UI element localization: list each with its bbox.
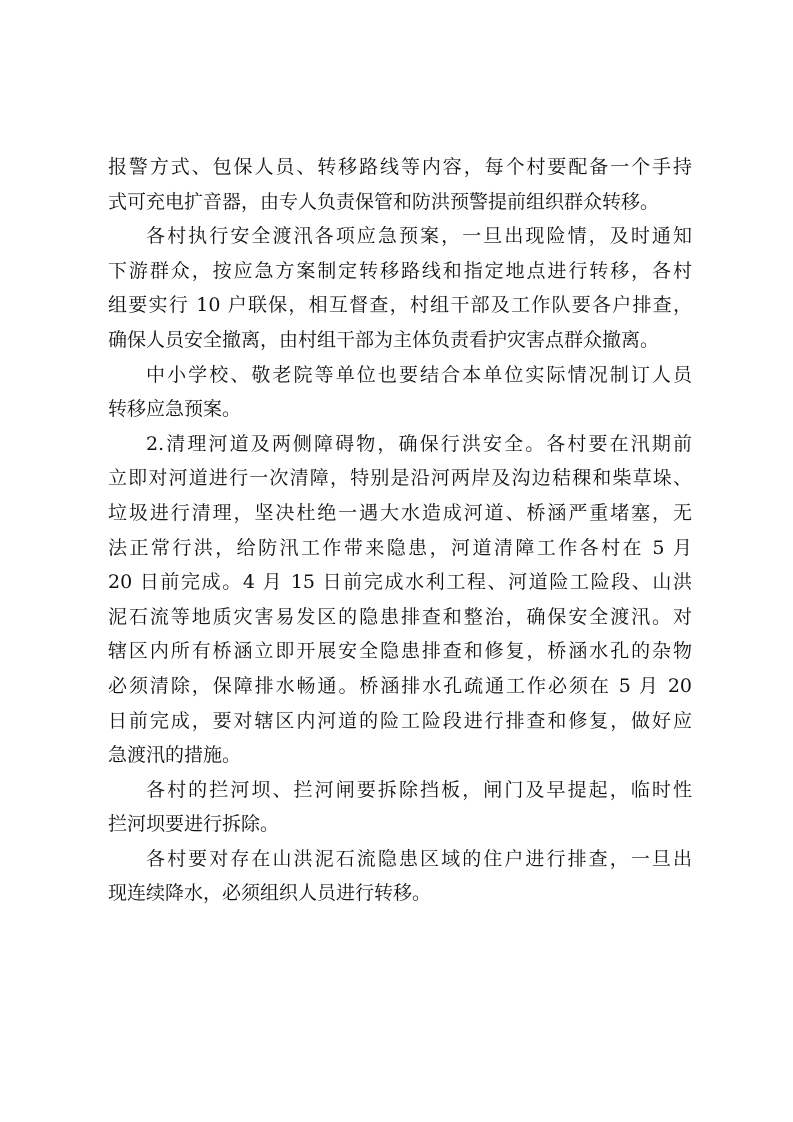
text-line: 组要实行 10 户联保，相互督查，村组干部及工作队要各户排查， [108, 294, 692, 317]
text-line: 现连续降水，必须组织人员进行转移。 [108, 882, 432, 905]
document-body [108, 150, 692, 911]
text-line: 日前完成，要对辖区内河道的险工险段进行排查和修复，做好应 [108, 709, 692, 732]
text-line: 法正常行洪，给防汛工作带来隐患，河道清障工作各村在 5 月 [108, 536, 692, 559]
text-line: 中小学校、敬老院等单位也要结合本单位实际情况制订人员 [146, 363, 692, 386]
paragraph-3 [108, 358, 692, 427]
paragraph-6 [108, 842, 692, 911]
text-line: 确保人员安全撤离，由村组干部为主体负责看护灾害点群众撤离。 [108, 328, 660, 351]
text-line: 20 日前完成。4 月 15 日前完成水利工程、河道险工险段、山洪 [108, 571, 692, 594]
text-line: 各村要对存在山洪泥石流隐患区域的住户进行排查，一旦出 [146, 847, 692, 870]
paragraph-5 [108, 773, 692, 842]
paragraph-2 [108, 219, 692, 357]
text-line: 转移应急预案。 [108, 398, 242, 421]
text-line: 泥石流等地质灾害易发区的隐患排查和整治，确保安全渡汛。对 [108, 605, 692, 628]
text-line: 必须清除，保障排水畅通。桥涵排水孔疏通工作必须在 5 月 20 [108, 674, 692, 697]
text-line: 各村执行安全渡汛各项应急预案，一旦出现险情，及时通知 [146, 225, 692, 248]
text-line: 式可充电扩音器，由专人负责保管和防洪预警提前组织群众转移。 [108, 190, 660, 213]
text-line: 垃圾进行清理，坚决杜绝一遇大水造成河道、桥涵严重堵塞，无 [108, 501, 692, 524]
text-line: 辖区内所有桥涵立即开展安全隐患排查和修复，桥涵水孔的杂物 [108, 640, 692, 663]
text-line: 拦河坝要进行拆除。 [108, 813, 280, 836]
text-line: 下游群众，按应急方案制定转移路线和指定地点进行转移，各村 [108, 259, 692, 282]
paragraph-4 [108, 427, 692, 773]
text-line: 急渡汛的措施。 [108, 744, 242, 767]
text-line: 报警方式、包保人员、转移路线等内容，每个村要配备一个手持 [108, 156, 692, 178]
text-line: 2.清理河道及两侧障碍物，确保行洪安全。各村要在汛期前 [146, 432, 692, 455]
text-line: 立即对河道进行一次清障，特别是沿河两岸及沟边秸稞和柴草垛、 [108, 467, 692, 490]
paragraph-1 [108, 150, 692, 219]
text-line: 各村的拦河坝、拦河闸要拆除挡板，闸门及早提起，临时性 [146, 778, 692, 801]
